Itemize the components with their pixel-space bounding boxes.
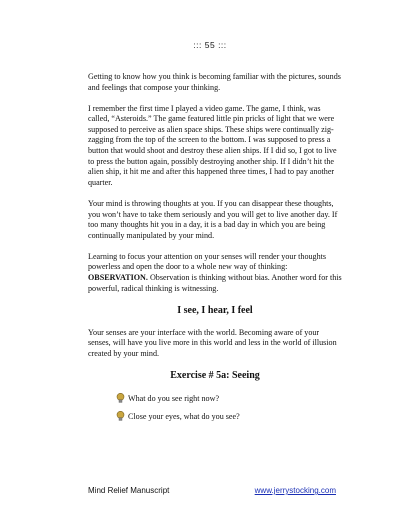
exercise-title: Exercise # 5a: Seeing (170, 369, 260, 381)
lightbulb-icon (116, 393, 125, 403)
paragraph-asteroids: I remember the first time I played a video game. The game, I think, was called, “Asteroids.” The game featured little pin pricks of light that we were supposed to perceive as alien space ships. These ships were continually zig-zagging from the top of the screen to the bottom. I was supposed to press a button that would shoot and destroy these alien ships. If I did so, I got to live to press the button again, possibly destroying another ship. If I didn’t hit the alien ship, it hit me and after this happened three times, I had to pay another quarter. (88, 103, 337, 187)
exercise-item-text: What do you see right now? (128, 393, 220, 403)
list-item (116, 393, 342, 404)
page-number: ::: 55 ::: (193, 40, 227, 50)
paragraph-observation (88, 252, 342, 294)
observation-text-after: Observation is thinking without bias. Another word for this powerful, radical thinking is witnessing. (88, 273, 342, 293)
page-content (88, 72, 342, 429)
page-footer (88, 486, 336, 495)
exercise-item-text: Close your eyes, what do you see? (128, 411, 240, 421)
lightbulb-icon (116, 411, 125, 421)
paragraph-intro: Getting to know how you think is becoming familiar with the pictures, sounds and feelings that compose your thinking. (88, 72, 341, 92)
exercise-list (88, 393, 342, 422)
footer-title: Mind Relief Manuscript (88, 486, 170, 495)
observation-text-before: Learning to focus your attention on your senses will render your thoughts powerless and open the door to a whole new way of thinking: (88, 251, 327, 272)
paragraph-senses: Your senses are your interface with the world. Becoming aware of your senses, will have you live more in this world and less in the world of illusion created by your mind. (88, 327, 337, 358)
paragraph-mind-thoughts: Your mind is throwing thoughts at you. If you can disappear these thoughts, you won’t have to take them seriously and you will get to live another day. If too many thoughts hit you in a day, it is a bad day in which you are being continually manipulated by your mind. (88, 198, 338, 240)
section-heading: I see, I hear, I feel (177, 304, 253, 316)
list-item (116, 411, 342, 422)
observation-keyword: OBSERVATION. (88, 273, 148, 282)
website-link[interactable]: www.jerrystocking.com (254, 486, 336, 495)
